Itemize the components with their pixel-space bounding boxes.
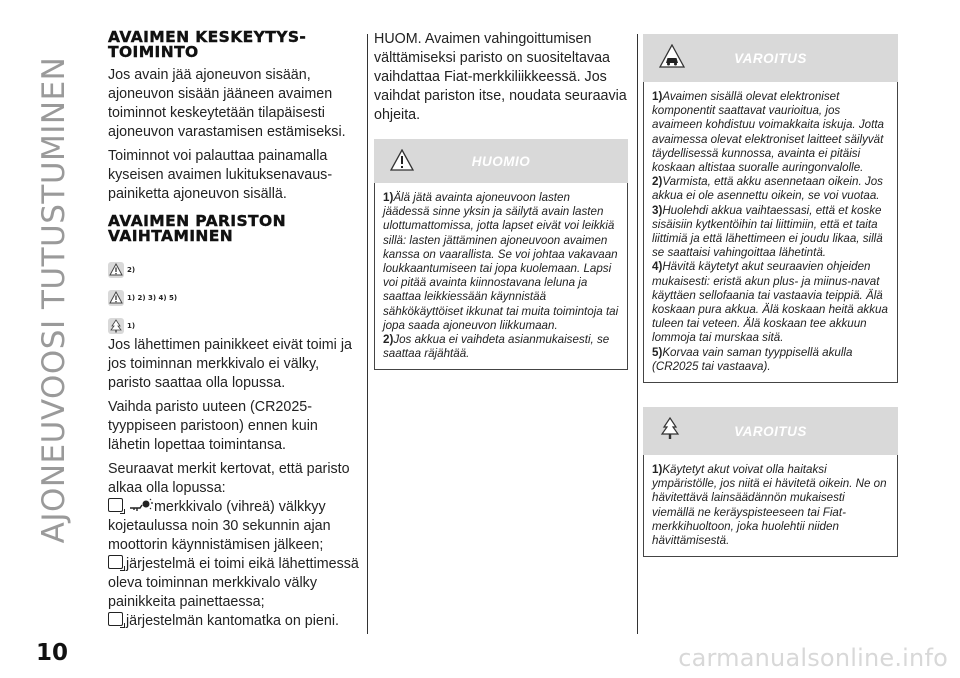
page-number: 10 bbox=[36, 640, 69, 666]
warning-box-header bbox=[643, 34, 898, 82]
checkbox-bullet-icon bbox=[108, 612, 123, 626]
warning-item bbox=[652, 175, 889, 203]
heading-line: AVAIMEN KESKEYTYS- bbox=[108, 28, 307, 46]
warning-box-1 bbox=[643, 34, 898, 383]
warning-triangle-icon bbox=[390, 149, 414, 171]
caution-box bbox=[374, 139, 628, 370]
item-number: 2) bbox=[652, 175, 663, 189]
tree-pill-icon bbox=[108, 318, 124, 334]
checkbox-bullet-icon bbox=[108, 555, 123, 569]
heading-line: VAIHTAMINEN bbox=[108, 227, 234, 245]
column-1 bbox=[108, 30, 362, 631]
warning-box-body bbox=[643, 455, 898, 557]
checkbox-bullet-icon bbox=[108, 498, 123, 512]
car-warning-icon bbox=[659, 44, 685, 68]
paragraph: Toiminnot voi palauttaa painamalla kyseisen avaimen lukituksenavaus-painiketta ajoneuvon sisällä. bbox=[108, 148, 333, 202]
caution-box-header bbox=[374, 139, 628, 183]
warning-pill-icon bbox=[108, 290, 124, 306]
heading-line: AVAIMEN PARISTON bbox=[108, 212, 286, 230]
footer-watermark: carmanualsonline.info bbox=[678, 644, 948, 672]
warning-item bbox=[652, 346, 889, 374]
environment-ref-line bbox=[108, 306, 362, 334]
caution-box-body bbox=[374, 183, 628, 370]
bullet-item bbox=[108, 612, 362, 631]
side-title: AJONEUVOOSI TUTUSTUMINEN bbox=[36, 56, 72, 544]
item-text: Varmista, että akku asennetaan oikein. Jos akkua ei ole asennettu oikein, se voi vuotaa. bbox=[652, 175, 883, 203]
bullet-text: merkkivalo (vihreä) välkkyy kojetaulussa noin 30 sekunnin ajan moottorin käynnistämisen jälkeen; bbox=[108, 499, 331, 553]
reference-numbers: 2) bbox=[127, 266, 136, 274]
warning-item bbox=[652, 90, 889, 175]
key-icon bbox=[126, 498, 154, 512]
warning-item bbox=[652, 463, 889, 548]
warning-box-body bbox=[643, 82, 898, 383]
paragraph: Jos lähettimen painikkeet eivät toimi ja jos toiminnan merkkivalo ei välky, paristo saattaa olla lopussa. bbox=[108, 337, 352, 391]
paragraph: Jos avain jää ajoneuvon sisään, ajoneuvon sisään jääneen avaimen toiminnot keskeytetään tilapäisesti ajoneuvon varastamisen estämiseksi. bbox=[108, 67, 346, 140]
caution-item bbox=[383, 333, 619, 361]
warning-item bbox=[652, 204, 889, 261]
item-text: Avaimen sisällä olevat elektroniset komponentit saattavat vaurioitua, jos avaimeen kohdistuu voimakkaita iskuja. Jotta avaimessa olevat elektroniset laitteet säilyvät täydellisessä kunnossa, avainta ei pitäisi koskaan altistaa suoralle auringonvalolle. bbox=[652, 90, 884, 175]
item-number: 1) bbox=[383, 191, 394, 204]
warning-ref-line bbox=[108, 278, 362, 306]
heading-key-suspend bbox=[108, 30, 362, 60]
warning-box-title: VAROITUS bbox=[734, 50, 807, 66]
item-text: Hävitä käytetyt akut seuraavien ohjeiden mukaisesti: eristä akun plus- ja miinus-navat käyttäen sellofaania tai vastaavia teippiä. Älä koskaan pura akkua. Älä koskaan heitä akkua tuleen tai veteen. Älä koskaan tee akkuun lommoja tai murskaa sitä. bbox=[652, 260, 888, 345]
warning-pill-icon bbox=[108, 262, 124, 278]
item-number: 1) bbox=[652, 90, 663, 103]
bullet-text: järjestelmä ei toimi eikä lähettimessä oleva toiminnan merkkivalo välky painikkeita painettaessa; bbox=[108, 556, 359, 610]
item-number: 4) bbox=[652, 260, 663, 274]
reference-numbers: 1) bbox=[127, 322, 136, 330]
item-number: 3) bbox=[652, 203, 663, 217]
paragraph: Seuraavat merkit kertovat, että paristo alkaa olla lopussa: bbox=[108, 461, 350, 496]
tree-icon bbox=[659, 417, 681, 443]
caution-box-title: HUOMIO bbox=[471, 153, 531, 169]
item-number: 5) bbox=[652, 345, 663, 359]
item-number: 1) bbox=[652, 463, 663, 477]
bullet-text: järjestelmän kantomatka on pieni. bbox=[126, 613, 339, 629]
column-3 bbox=[643, 34, 898, 557]
item-number: 2) bbox=[383, 333, 394, 347]
item-text: Huolehdi akkua vaihtaessasi, että et koske sisäisiin kytkentöihin tai liittimiin, että et taita liittimiä ja että lähettimeen ei joudu likaa, sillä se saattaisi vahingoittaa lähetintä. bbox=[652, 203, 883, 260]
column-2 bbox=[374, 30, 628, 370]
item-text: Älä jätä avainta ajoneuvoon lasten jäädessä sinne yksin ja säilytä avain lasten ulottumattomissa, jotta lapset eivät voi leikkiä sillä: lasten jättäminen ajoneuvoon avaimen kanssa on vaarallista. Se voi johtaa vakavaan loukkaantumiseen tai jopa kuolemaan. Lapsi voi pitää avainta kiinnostavana leluna ja saattaa leikkiessään käynnistää sähkökäyttöiset ikkunat tai muita toimintoja tai jopa saada ajoneuvon liikkumaan. bbox=[383, 191, 619, 332]
column-divider-1 bbox=[367, 34, 368, 634]
warning-item bbox=[652, 260, 889, 345]
warning-box-2 bbox=[643, 407, 898, 557]
warning-box-header bbox=[643, 407, 898, 455]
heading-battery-change bbox=[108, 214, 362, 244]
item-text: Korvaa vain saman tyyppisellä akulla (CR2025 tai vastaava). bbox=[652, 345, 853, 373]
caution-item bbox=[383, 191, 619, 333]
paragraph: HUOM. Avaimen vahingoittumisen välttämiseksi paristo on suositeltavaa vaihdattaa Fiat-merkkiliikkeessä. Jos vaihdat pariston itse, noudata seuraavia ohjeita. bbox=[374, 31, 627, 123]
warning-box-title: VAROITUS bbox=[734, 423, 807, 439]
reference-numbers: 1) 2) 3) 4) 5) bbox=[127, 294, 178, 302]
bullet-item bbox=[108, 555, 362, 612]
column-divider-2 bbox=[637, 34, 638, 634]
bullet-item bbox=[108, 498, 362, 555]
paragraph: Vaihda paristo uuteen (CR2025-tyyppiseen paristoon) ennen kuin lähetin lopettaa toimintansa. bbox=[108, 399, 318, 453]
item-text: Jos akkua ei vaihdeta asianmukaisesti, se saattaa räjähtää. bbox=[383, 333, 610, 361]
warning-ref-line bbox=[108, 250, 362, 278]
heading-line: TOIMINTO bbox=[108, 43, 199, 61]
item-text: Käytetyt akut voivat olla haitaksi ympäristölle, jos niitä ei hävitetä oikein. Ne on hävitettävä lainsäädännön mukaisesti viemällä ne keräyspisteeseen tai Fiat-merkkihuoltoon, joka huolehtii niiden hävittämisestä. bbox=[652, 463, 887, 548]
